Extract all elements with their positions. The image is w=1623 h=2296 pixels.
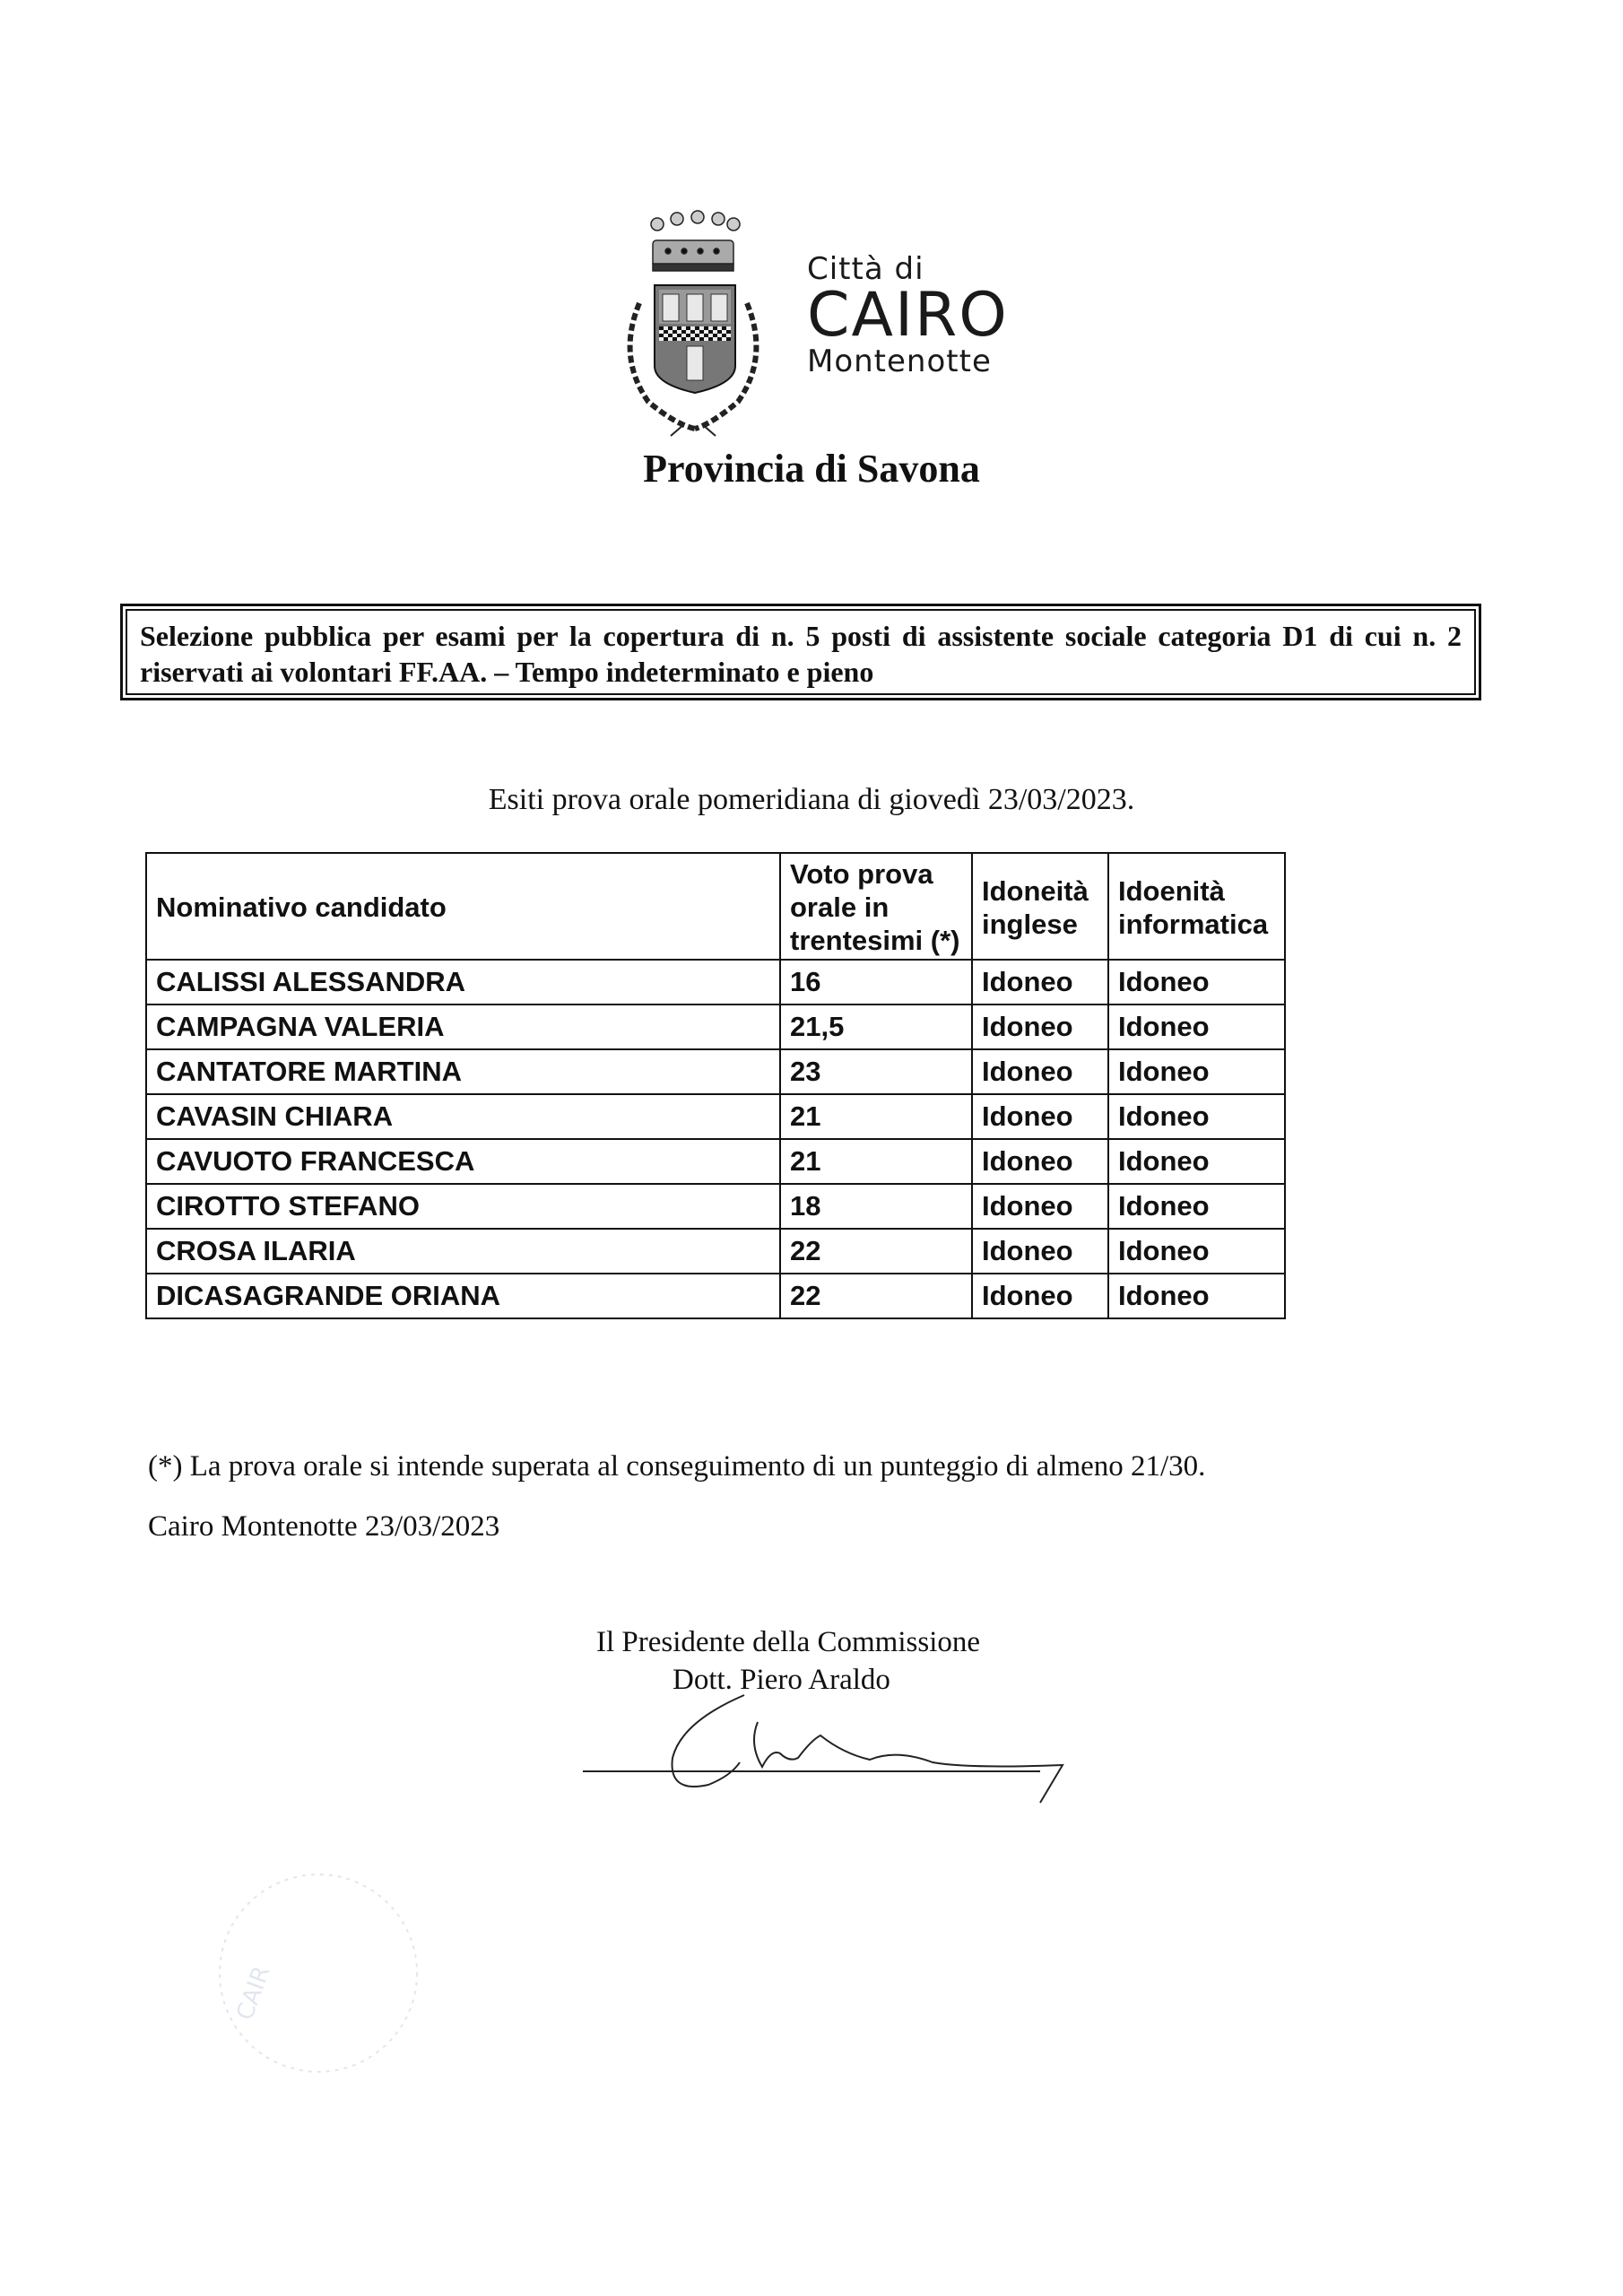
candidate-vote: 21 [780,1139,972,1184]
city-coat-of-arms-icon [612,204,774,438]
table-row [146,1004,1285,1049]
candidate-vote: 22 [780,1229,972,1274]
candidate-vote: 23 [780,1049,972,1094]
table-row [146,1184,1285,1229]
header-it: Idoenità informatica [1108,853,1285,960]
table-header-row [146,853,1285,960]
candidate-vote: 18 [780,1184,972,1229]
candidate-it: Idoneo [1108,1094,1285,1139]
notice-title-box [120,604,1481,700]
candidate-name: CROSA ILARIA [146,1229,780,1274]
city-name-block [807,253,1009,378]
table-row [146,960,1285,1004]
candidate-name: CAMPAGNA VALERIA [146,1004,780,1049]
candidate-english: Idoneo [972,1094,1108,1139]
candidate-name: CALISSI ALESSANDRA [146,960,780,1004]
candidate-english: Idoneo [972,1139,1108,1184]
stamp-text: CAIR [231,1962,276,2024]
candidate-english: Idoneo [972,1229,1108,1274]
table-row [146,1094,1285,1139]
candidate-name: DICASAGRANDE ORIANA [146,1274,780,1318]
official-stamp-icon [206,1857,430,2090]
candidate-name: CANTATORE MARTINA [146,1049,780,1094]
candidate-vote: 22 [780,1274,972,1318]
header-english: Idoneità inglese [972,853,1108,960]
candidate-it: Idoneo [1108,1049,1285,1094]
city-name: CAIRO [807,280,1009,351]
signatory-name: Dott. Piero Araldo [673,1664,890,1696]
table-row [146,1229,1285,1274]
header-vote: Voto prova orale in trentesimi (*) [780,853,972,960]
table-row [146,1274,1285,1318]
candidate-vote: 21,5 [780,1004,972,1049]
candidate-english: Idoneo [972,1274,1108,1318]
footnote: (*) La prova orale si intende superata al conseguimento di un punteggio di almeno 21/30. [148,1450,1206,1483]
table-row [146,1139,1285,1184]
candidate-english: Idoneo [972,1049,1108,1094]
header-name: Nominativo candidato [146,853,780,960]
city-prefix: Città di [807,251,924,287]
candidate-it: Idoneo [1108,960,1285,1004]
candidate-name: CIROTTO STEFANO [146,1184,780,1229]
candidate-it: Idoneo [1108,1004,1285,1049]
signatory-role: Il Presidente della Commissione [596,1626,981,1658]
city-suffix: Montenotte [807,344,992,379]
handwritten-signature-icon [574,1686,1085,1812]
results-subtitle: Esiti prova orale pomeridiana di giovedì 23/03/2023. [488,783,1135,816]
candidate-english: Idoneo [972,1004,1108,1049]
candidate-it: Idoneo [1108,1229,1285,1274]
table-row [146,1049,1285,1094]
candidate-vote: 21 [780,1094,972,1139]
candidate-it: Idoneo [1108,1184,1285,1229]
candidate-vote: 16 [780,960,972,1004]
candidate-name: CAVUOTO FRANCESCA [146,1139,780,1184]
candidate-english: Idoneo [972,1184,1108,1229]
candidate-english: Idoneo [972,960,1108,1004]
results-table [145,852,1286,1319]
candidate-name: CAVASIN CHIARA [146,1094,780,1139]
notice-title: Selezione pubblica per esami per la copertura di n. 5 posti di assistente sociale categoria D1 di cui n. 2 riservati ai volontari FF.AA. – Tempo indeterminato e pieno [126,609,1476,695]
place-date: Cairo Montenotte 23/03/2023 [148,1510,500,1543]
candidate-it: Idoneo [1108,1139,1285,1184]
province-heading: Provincia di Savona [643,447,980,491]
candidate-it: Idoneo [1108,1274,1285,1318]
